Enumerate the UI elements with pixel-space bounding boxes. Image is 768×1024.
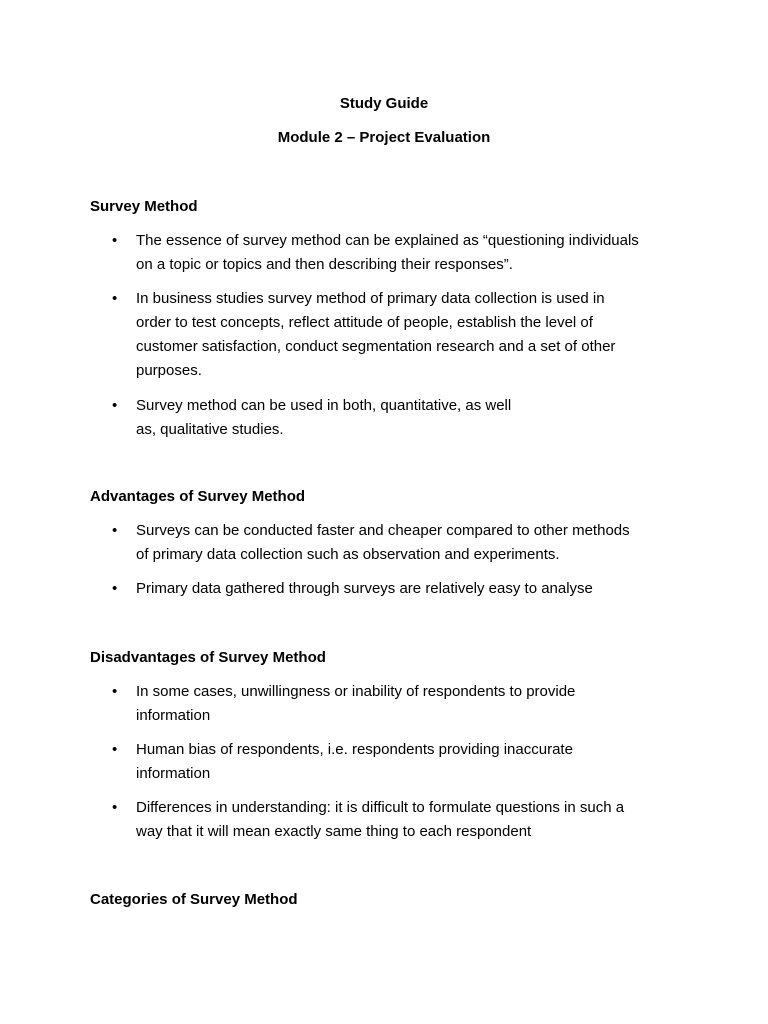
bullet-line: order to test concepts, reflect attitude of people, establish the level of xyxy=(136,314,593,331)
bullet-line: Surveys can be conducted faster and cheaper compared to other methods xyxy=(136,522,630,539)
bullet-unwillingness xyxy=(112,680,677,728)
bullet-line: on a topic or topics and then describing their responses”. xyxy=(136,256,513,273)
bullet-line: purposes. xyxy=(136,362,202,379)
bullet-differences-understanding xyxy=(112,796,677,844)
section-heading-disadvantages: Disadvantages of Survey Method xyxy=(90,649,326,666)
bullet-easy-to-analyse xyxy=(112,577,677,601)
bullet-line: Human bias of respondents, i.e. respondents providing inaccurate xyxy=(136,741,573,758)
bullet-dot: • xyxy=(112,683,118,700)
bullet-line: The essence of survey method can be explained as “questioning individuals xyxy=(136,232,639,249)
bullet-line: way that it will mean exactly same thing to each respondent xyxy=(136,823,532,840)
bullet-line: customer satisfaction, conduct segmentation research and a set of other xyxy=(136,338,616,355)
bullet-dot: • xyxy=(112,799,118,816)
bullet-human-bias xyxy=(112,738,677,786)
section-heading-advantages: Advantages of Survey Method xyxy=(90,488,306,505)
bullet-dot: • xyxy=(112,741,118,758)
bullet-line: as, qualitative studies. xyxy=(136,421,284,438)
bullet-quantitative-qualitative xyxy=(112,394,677,442)
bullet-line: Survey method can be used in both, quantitative, as well xyxy=(136,397,512,414)
bullet-line: Differences in understanding: it is difficult to formulate questions in such a xyxy=(136,799,625,816)
bullet-dot: • xyxy=(112,522,118,539)
bullet-dot: • xyxy=(112,580,118,597)
bullet-line: information xyxy=(136,707,211,724)
section-heading-survey-method: Survey Method xyxy=(90,198,198,215)
document-subtitle: Module 2 – Project Evaluation xyxy=(277,129,491,146)
section-heading-categories: Categories of Survey Method xyxy=(90,891,298,908)
bullet-business-studies xyxy=(112,287,677,383)
bullet-line: information xyxy=(136,765,211,782)
bullet-dot: • xyxy=(112,290,118,307)
bullet-line: In business studies survey method of primary data collection is used in xyxy=(136,290,605,307)
bullet-dot: • xyxy=(112,397,118,414)
bullet-line: In some cases, unwillingness or inability of respondents to provide xyxy=(136,683,576,700)
bullet-faster-cheaper xyxy=(112,519,677,567)
document-title: Study Guide xyxy=(339,95,429,112)
bullet-survey-essence xyxy=(112,229,677,277)
bullet-line: Primary data gathered through surveys are relatively easy to analyse xyxy=(136,580,593,597)
bullet-dot: • xyxy=(112,232,118,249)
bullet-line: of primary data collection such as observation and experiments. xyxy=(136,546,560,563)
